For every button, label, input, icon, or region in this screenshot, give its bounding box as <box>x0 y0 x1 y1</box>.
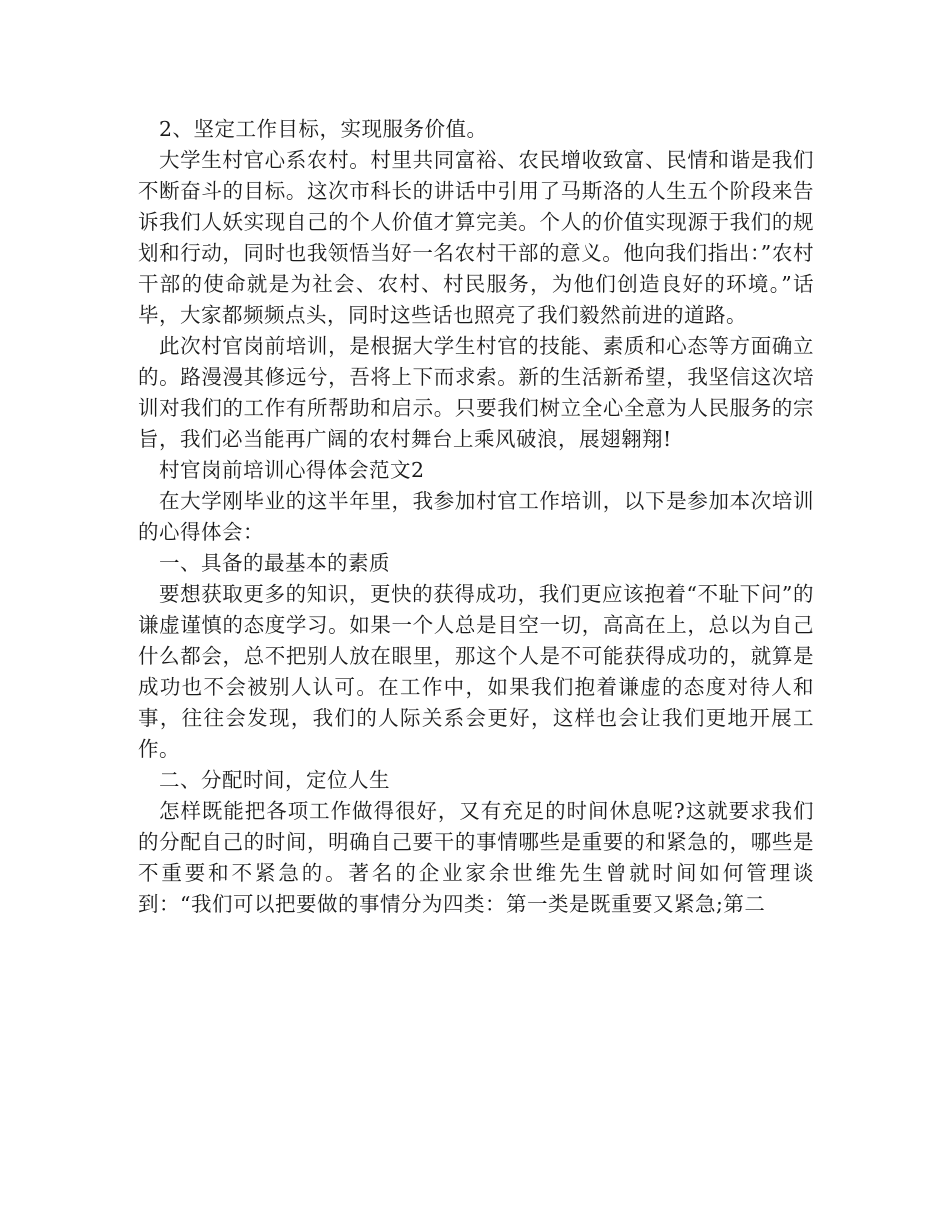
section-heading-two: 二、分配时间，定位人生 <box>159 768 390 792</box>
paragraph: 怎样既能把各项工作做得很好，又有充足的时间休息呢?这就要求我们的分配自己的时间，明确自己要干的事情哪些是重要的和紧急的，哪些是不重要和不紧急的。著名的企业家余世维先生曾就时间如何管理谈到：“我们可以把要做的事情分为四类：第一类是既重要又紧急;第二 <box>138 799 814 916</box>
document-page <box>138 114 814 920</box>
paragraph: 大学生村官心系农村。村里共同富裕、农民增收致富、民情和谐是我们不断奋斗的目标。这次市科长的讲话中引用了马斯洛的人生五个阶段来告诉我们人妖实现自己的个人价值才算完美。个人的价值实现源于我们的规划和行动，同时也我领悟当好一名农村干部的意义。他向我们指出：”农村干部的使命就是为社会、农村、村民服务，为他们创造良好的环境。”话毕，大家都频频点头，同时这些话也照亮了我们毅然前进的道路。 <box>138 148 814 327</box>
section-heading-one: 一、具备的最基本的素质 <box>159 551 390 575</box>
paragraph: 此次村官岗前培训，是根据大学生村官的技能、素质和心态等方面确立的。路漫漫其修远兮，吾将上下而求索。新的生活新希望，我坚信这次培训对我们的工作有所帮助和启示。只要我们树立全心全意为人民服务的宗旨，我们必当能再广阔的农村舞台上乘风破浪，展翅翱翔! <box>138 334 814 451</box>
section-heading-2: 2、坚定工作目标，实现服务价值。 <box>159 117 488 141</box>
article-title: 村官岗前培训心得体会范文2 <box>159 458 425 482</box>
paragraph: 在大学刚毕业的这半年里，我参加村官工作培训，以下是参加本次培训的心得体会： <box>138 489 814 544</box>
paragraph: 要想获取更多的知识，更快的获得成功，我们更应该抱着“不耻下问”的谦虚谨慎的态度学习。如果一个人总是目空一切，高高在上，总以为自己什么都会，总不把别人放在眼里，那这个人是不可能获得成功的，就算是成功也不会被别人认可。在工作中，如果我们抱着谦虚的态度对待人和事，往往会发现，我们的人际关系会更好，这样也会让我们更地开展工作。 <box>138 582 814 761</box>
